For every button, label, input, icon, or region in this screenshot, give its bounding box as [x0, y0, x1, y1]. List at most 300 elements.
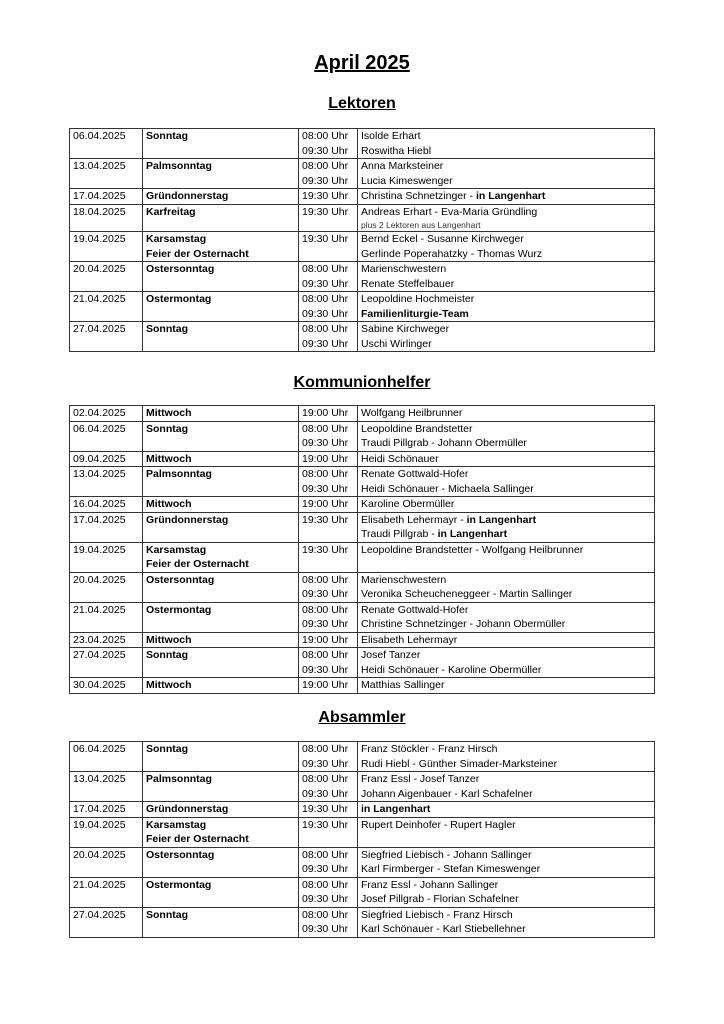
- name-text: Christina Schnetzinger -: [361, 190, 476, 202]
- day-label: Ostersonntag: [146, 263, 215, 275]
- table-row: [70, 129, 655, 159]
- date-text: 19.04.2025: [73, 543, 126, 556]
- time-text: 09:30 Uhr: [302, 277, 349, 290]
- name-line: [361, 159, 651, 174]
- day-label: Mittwoch: [146, 679, 192, 691]
- date-text: 20.04.2025: [73, 848, 126, 861]
- name-text: Lucia Kimeswenger: [361, 174, 453, 187]
- date-cell: [70, 262, 143, 292]
- kommunionhelfer-table: [69, 405, 655, 694]
- table-row: [70, 262, 655, 292]
- name-line: [361, 908, 651, 923]
- time-text: 08:00 Uhr: [302, 573, 349, 586]
- name-line: [361, 292, 651, 307]
- names-cell: [358, 421, 655, 451]
- date-cell: [70, 742, 143, 772]
- time-text: 08:00 Uhr: [302, 263, 349, 275]
- name-line: [361, 742, 651, 757]
- day-cell: [143, 292, 299, 322]
- name-line: [361, 922, 651, 937]
- time-text: 08:00 Uhr: [302, 293, 349, 305]
- day-label: Sonntag: [146, 743, 188, 755]
- day-label: Gründonnerstag: [146, 190, 229, 202]
- name-line: [361, 862, 651, 877]
- day-label: Karsamstag: [146, 233, 207, 245]
- day-cell: [143, 772, 299, 802]
- date-text: 13.04.2025: [73, 160, 126, 172]
- time-text: 09:30 Uhr: [302, 923, 349, 935]
- table-row: [70, 497, 655, 513]
- names-cell: [358, 262, 655, 292]
- day-cell: [143, 817, 299, 847]
- date-text: 30.04.2025: [73, 679, 126, 691]
- time-cell: [299, 451, 358, 467]
- date-text: 17.04.2025: [73, 513, 126, 526]
- date-text: 20.04.2025: [73, 263, 126, 275]
- date-cell: [70, 772, 143, 802]
- name-line: [361, 205, 651, 220]
- table-row: [70, 877, 655, 907]
- table-row: [70, 292, 655, 322]
- date-cell: [70, 678, 143, 694]
- date-cell: [70, 451, 143, 467]
- date-cell: [70, 648, 143, 678]
- day-label: Sonntag: [146, 649, 188, 661]
- name-line: [361, 129, 651, 144]
- lektoren-table: [69, 128, 655, 352]
- time-cell: [299, 572, 358, 602]
- date-cell: [70, 602, 143, 632]
- time-text: 09:30 Uhr: [302, 174, 349, 187]
- time-text: 09:30 Uhr: [302, 482, 349, 495]
- table-row: [70, 421, 655, 451]
- name-text: Anna Marksteiner: [361, 160, 444, 172]
- names-cell: [358, 451, 655, 467]
- table-row: [70, 802, 655, 818]
- time-text: 09:30 Uhr: [302, 337, 349, 350]
- time-text: 08:00 Uhr: [302, 649, 349, 661]
- day-label: Feier der Osternacht: [146, 833, 249, 845]
- name-line: [361, 678, 651, 693]
- name-text: Siegfried Liebisch - Johann Sallinger: [361, 848, 532, 861]
- day-cell: [143, 742, 299, 772]
- names-cell: [358, 772, 655, 802]
- time-cell: [299, 802, 358, 818]
- date-text: 21.04.2025: [73, 603, 126, 616]
- name-text: Heidi Schönauer: [361, 452, 439, 465]
- day-label: Karfreitag: [146, 205, 196, 218]
- date-cell: [70, 159, 143, 189]
- name-line: [361, 307, 651, 322]
- time-text: 09:30 Uhr: [302, 663, 349, 676]
- time-text: 08:00 Uhr: [302, 773, 349, 785]
- names-cell: [358, 602, 655, 632]
- names-cell: [358, 467, 655, 497]
- name-text: Renate Gottwald-Hofer: [361, 603, 469, 616]
- time-cell: [299, 678, 358, 694]
- name-text: Matthias Sallinger: [361, 679, 445, 691]
- time-cell: [299, 817, 358, 847]
- date-cell: [70, 802, 143, 818]
- day-cell: [143, 648, 299, 678]
- day-label: Palmsonntag: [146, 773, 212, 785]
- time-text: 19:30 Uhr: [302, 190, 349, 202]
- day-label: Ostermontag: [146, 878, 212, 891]
- day-label: Karsamstag: [146, 818, 207, 831]
- time-cell: [299, 542, 358, 572]
- time-cell: [299, 322, 358, 352]
- names-cell: [358, 129, 655, 159]
- day-cell: [143, 847, 299, 877]
- time-cell: [299, 292, 358, 322]
- table-row: [70, 742, 655, 772]
- day-label: Gründonnerstag: [146, 513, 229, 526]
- name-line: [361, 603, 651, 618]
- table-row: [70, 847, 655, 877]
- date-cell: [70, 572, 143, 602]
- name-text: Marienschwestern: [361, 573, 447, 586]
- page-title: April 2025: [314, 52, 410, 74]
- name-line: [361, 513, 651, 528]
- name-text: Johann Aigenbauer - Karl Schafelner: [361, 787, 533, 800]
- date-cell: [70, 292, 143, 322]
- day-cell: [143, 129, 299, 159]
- name-line: [361, 648, 651, 663]
- table-row: [70, 817, 655, 847]
- table-row: [70, 204, 655, 232]
- day-cell: [143, 632, 299, 648]
- time-text: 19:00 Uhr: [302, 679, 349, 691]
- name-text: Rudi Hiebl - Günther Simader-Marksteiner: [361, 757, 558, 770]
- name-text: Franz Essl - Johann Sallinger: [361, 878, 499, 891]
- date-cell: [70, 406, 143, 422]
- date-text: 06.04.2025: [73, 743, 126, 755]
- time-cell: [299, 742, 358, 772]
- date-text: 23.04.2025: [73, 633, 126, 646]
- time-cell: [299, 467, 358, 497]
- date-text: 16.04.2025: [73, 498, 126, 510]
- name-text: Franz Stöckler - Franz Hirsch: [361, 743, 498, 755]
- date-cell: [70, 877, 143, 907]
- date-cell: [70, 421, 143, 451]
- date-text: 21.04.2025: [73, 878, 126, 891]
- time-cell: [299, 632, 358, 648]
- table-row: [70, 189, 655, 205]
- names-cell: [358, 512, 655, 542]
- day-cell: [143, 451, 299, 467]
- day-label: Mittwoch: [146, 633, 192, 646]
- time-text: 19:30 Uhr: [302, 513, 349, 526]
- time-cell: [299, 262, 358, 292]
- name-text: Bernd Eckel - Susanne Kirchweger: [361, 233, 524, 245]
- name-text: Wolfgang Heilbrunner: [361, 407, 463, 419]
- day-cell: [143, 406, 299, 422]
- date-text: 06.04.2025: [73, 422, 126, 435]
- name-line: [361, 787, 651, 802]
- names-cell: [358, 907, 655, 937]
- name-line: [361, 573, 651, 588]
- day-cell: [143, 512, 299, 542]
- date-text: 20.04.2025: [73, 573, 126, 586]
- time-text: 19:00 Uhr: [302, 498, 349, 510]
- day-label: Ostermontag: [146, 603, 212, 616]
- name-line: [361, 422, 651, 437]
- name-text: Karl Schönauer - Karl Stiebellehner: [361, 923, 526, 935]
- time-text: 08:00 Uhr: [302, 468, 349, 480]
- date-text: 19.04.2025: [73, 233, 126, 245]
- day-label: Mittwoch: [146, 407, 192, 419]
- date-cell: [70, 129, 143, 159]
- name-line: [361, 878, 651, 893]
- time-cell: [299, 204, 358, 232]
- day-cell: [143, 322, 299, 352]
- section-title-lektoren: Lektoren: [328, 95, 396, 112]
- name-text: Traudi Pillgrab -: [361, 528, 438, 540]
- name-text: Gerlinde Poperahatzky - Thomas Wurz: [361, 247, 543, 260]
- time-text: 08:00 Uhr: [302, 878, 349, 891]
- name-line: [361, 467, 651, 482]
- date-text: 21.04.2025: [73, 293, 126, 305]
- name-text: Franz Essl - Josef Tanzer: [361, 773, 480, 785]
- day-label: Sonntag: [146, 908, 188, 921]
- time-text: 08:00 Uhr: [302, 848, 349, 861]
- name-text: Veronika Scheucheneggeer - Martin Sallinger: [361, 588, 573, 600]
- name-text: Elisabeth Lehermayr -: [361, 513, 467, 526]
- names-cell: [358, 877, 655, 907]
- name-text: Leopoldine Hochmeister: [361, 293, 475, 305]
- name-text: Roswitha Hiebl: [361, 144, 432, 157]
- day-label: Sonntag: [146, 422, 188, 435]
- name-line: [361, 848, 651, 863]
- time-text: 19:30 Uhr: [302, 205, 349, 218]
- time-cell: [299, 648, 358, 678]
- names-cell: [358, 802, 655, 818]
- name-text: Josef Pillgrab - Florian Schafelner: [361, 893, 519, 905]
- time-text: 08:00 Uhr: [302, 160, 349, 172]
- name-line: [361, 482, 651, 497]
- time-text: 09:30 Uhr: [302, 893, 349, 905]
- time-text: 19:00 Uhr: [302, 633, 349, 646]
- day-cell: [143, 802, 299, 818]
- date-cell: [70, 542, 143, 572]
- names-cell: [358, 322, 655, 352]
- day-label: Ostermontag: [146, 293, 212, 305]
- date-text: 06.04.2025: [73, 130, 126, 142]
- time-cell: [299, 877, 358, 907]
- day-label: Feier der Osternacht: [146, 558, 249, 570]
- name-text: Leopoldine Brandstetter - Wolfgang Heilbrunner: [361, 543, 584, 556]
- time-text: 08:00 Uhr: [302, 603, 349, 616]
- names-cell: [358, 847, 655, 877]
- names-cell: [358, 189, 655, 205]
- day-label: Sonntag: [146, 323, 188, 335]
- name-line: [361, 587, 651, 602]
- date-text: 19.04.2025: [73, 818, 126, 831]
- day-label: Ostersonntag: [146, 573, 215, 586]
- names-cell: [358, 648, 655, 678]
- time-text: 08:00 Uhr: [302, 130, 349, 142]
- table-row: [70, 648, 655, 678]
- date-text: 02.04.2025: [73, 407, 126, 419]
- name-text: Marienschwestern: [361, 263, 447, 275]
- location-note: in Langenhart: [466, 513, 537, 526]
- name-line: [361, 322, 651, 337]
- date-cell: [70, 322, 143, 352]
- day-cell: [143, 542, 299, 572]
- table-row: [70, 678, 655, 694]
- date-text: 17.04.2025: [73, 803, 126, 815]
- time-text: 19:30 Uhr: [302, 803, 349, 815]
- name-text: Josef Tanzer: [361, 649, 421, 661]
- names-cell: [358, 572, 655, 602]
- day-label: Ostersonntag: [146, 848, 215, 861]
- time-cell: [299, 129, 358, 159]
- name-text: Renate Steffelbauer: [361, 277, 455, 290]
- day-label: Feier der Osternacht: [146, 247, 249, 260]
- time-text: 08:00 Uhr: [302, 908, 349, 921]
- section-title-kommunionhelfer: Kommunionhelfer: [293, 374, 431, 391]
- time-text: 08:00 Uhr: [302, 743, 349, 755]
- time-text: 19:30 Uhr: [302, 543, 349, 556]
- date-cell: [70, 512, 143, 542]
- time-text: 09:30 Uhr: [302, 437, 349, 449]
- names-cell: [358, 542, 655, 572]
- section-title-absammler: Absammler: [318, 709, 406, 726]
- name-line: [361, 663, 651, 678]
- time-text: 19:00 Uhr: [302, 407, 349, 419]
- table-row: [70, 772, 655, 802]
- day-cell: [143, 232, 299, 262]
- time-cell: [299, 232, 358, 262]
- date-text: 09.04.2025: [73, 452, 126, 465]
- table-row: [70, 602, 655, 632]
- name-line: [361, 617, 651, 632]
- name-line: [361, 452, 651, 467]
- time-text: 19:30 Uhr: [302, 233, 349, 245]
- name-text: Siegfried Liebisch - Franz Hirsch: [361, 908, 513, 921]
- time-cell: [299, 421, 358, 451]
- name-line: [361, 527, 651, 542]
- day-cell: [143, 497, 299, 513]
- table-row: [70, 542, 655, 572]
- time-text: 19:00 Uhr: [302, 452, 349, 465]
- location-note: in Langenhart: [475, 190, 546, 202]
- time-text: 09:30 Uhr: [302, 307, 349, 320]
- table-row: [70, 451, 655, 467]
- time-cell: [299, 189, 358, 205]
- date-cell: [70, 907, 143, 937]
- time-text: 09:30 Uhr: [302, 787, 349, 800]
- table-row: [70, 322, 655, 352]
- time-cell: [299, 772, 358, 802]
- time-text: 09:30 Uhr: [302, 588, 349, 600]
- time-cell: [299, 497, 358, 513]
- note-text: plus 2 Lektoren aus Langenhart: [361, 220, 481, 230]
- date-text: 17.04.2025: [73, 190, 126, 202]
- date-text: 13.04.2025: [73, 468, 126, 480]
- name-line: [361, 802, 651, 817]
- time-text: 08:00 Uhr: [302, 422, 349, 435]
- name-line: [361, 277, 651, 292]
- date-text: 18.04.2025: [73, 205, 126, 218]
- name-text: Karoline Obermüller: [361, 498, 455, 510]
- day-cell: [143, 907, 299, 937]
- name-line: [361, 189, 651, 204]
- names-cell: [358, 406, 655, 422]
- name-line: [361, 144, 651, 159]
- name-line: [361, 543, 651, 558]
- name-text: Isolde Erhart: [361, 130, 421, 142]
- name-text: Christine Schnetzinger - Johann Obermüller: [361, 618, 566, 630]
- name-text: Uschi Wirlinger: [361, 337, 432, 350]
- name-text: Leopoldine Brandstetter: [361, 422, 473, 435]
- names-cell: [358, 632, 655, 648]
- location-note: in Langenhart: [437, 528, 508, 540]
- time-cell: [299, 907, 358, 937]
- name-line: [361, 772, 651, 787]
- name-line: [361, 337, 651, 352]
- time-cell: [299, 406, 358, 422]
- name-text: Andreas Erhart - Eva-Maria Gründling: [361, 205, 538, 218]
- name-text: Sabine Kirchweger: [361, 323, 450, 335]
- date-text: 27.04.2025: [73, 908, 126, 921]
- name-text: Rupert Deinhofer - Rupert Hagler: [361, 818, 516, 831]
- location-note: Familienliturgie-Team: [361, 307, 469, 320]
- name-text: Karl Firmberger - Stefan Kimeswenger: [361, 863, 541, 875]
- name-line: [361, 497, 651, 512]
- names-cell: [358, 232, 655, 262]
- time-cell: [299, 512, 358, 542]
- day-cell: [143, 572, 299, 602]
- day-label: Palmsonntag: [146, 468, 212, 480]
- time-text: 09:30 Uhr: [302, 144, 349, 157]
- day-cell: [143, 189, 299, 205]
- name-text: Renate Gottwald-Hofer: [361, 468, 469, 480]
- name-line: [361, 818, 651, 833]
- date-cell: [70, 204, 143, 232]
- day-label: Palmsonntag: [146, 160, 212, 172]
- time-text: 09:30 Uhr: [302, 618, 349, 630]
- table-row: [70, 406, 655, 422]
- date-text: 13.04.2025: [73, 773, 126, 785]
- date-cell: [70, 847, 143, 877]
- table-row: [70, 512, 655, 542]
- day-cell: [143, 421, 299, 451]
- date-cell: [70, 817, 143, 847]
- day-cell: [143, 602, 299, 632]
- name-text: Heidi Schönauer - Michaela Sallinger: [361, 482, 534, 495]
- day-cell: [143, 159, 299, 189]
- date-cell: [70, 467, 143, 497]
- table-row: [70, 907, 655, 937]
- name-line: [361, 406, 651, 421]
- date-cell: [70, 189, 143, 205]
- day-cell: [143, 262, 299, 292]
- date-cell: [70, 632, 143, 648]
- names-cell: [358, 159, 655, 189]
- date-text: 27.04.2025: [73, 649, 126, 661]
- date-text: 27.04.2025: [73, 323, 126, 335]
- time-text: 09:30 Uhr: [302, 863, 349, 875]
- day-label: Mittwoch: [146, 498, 192, 510]
- day-label: Karsamstag: [146, 543, 207, 556]
- names-cell: [358, 678, 655, 694]
- day-cell: [143, 877, 299, 907]
- name-line: [361, 262, 651, 277]
- day-cell: [143, 467, 299, 497]
- name-line: [361, 436, 651, 451]
- table-row: [70, 572, 655, 602]
